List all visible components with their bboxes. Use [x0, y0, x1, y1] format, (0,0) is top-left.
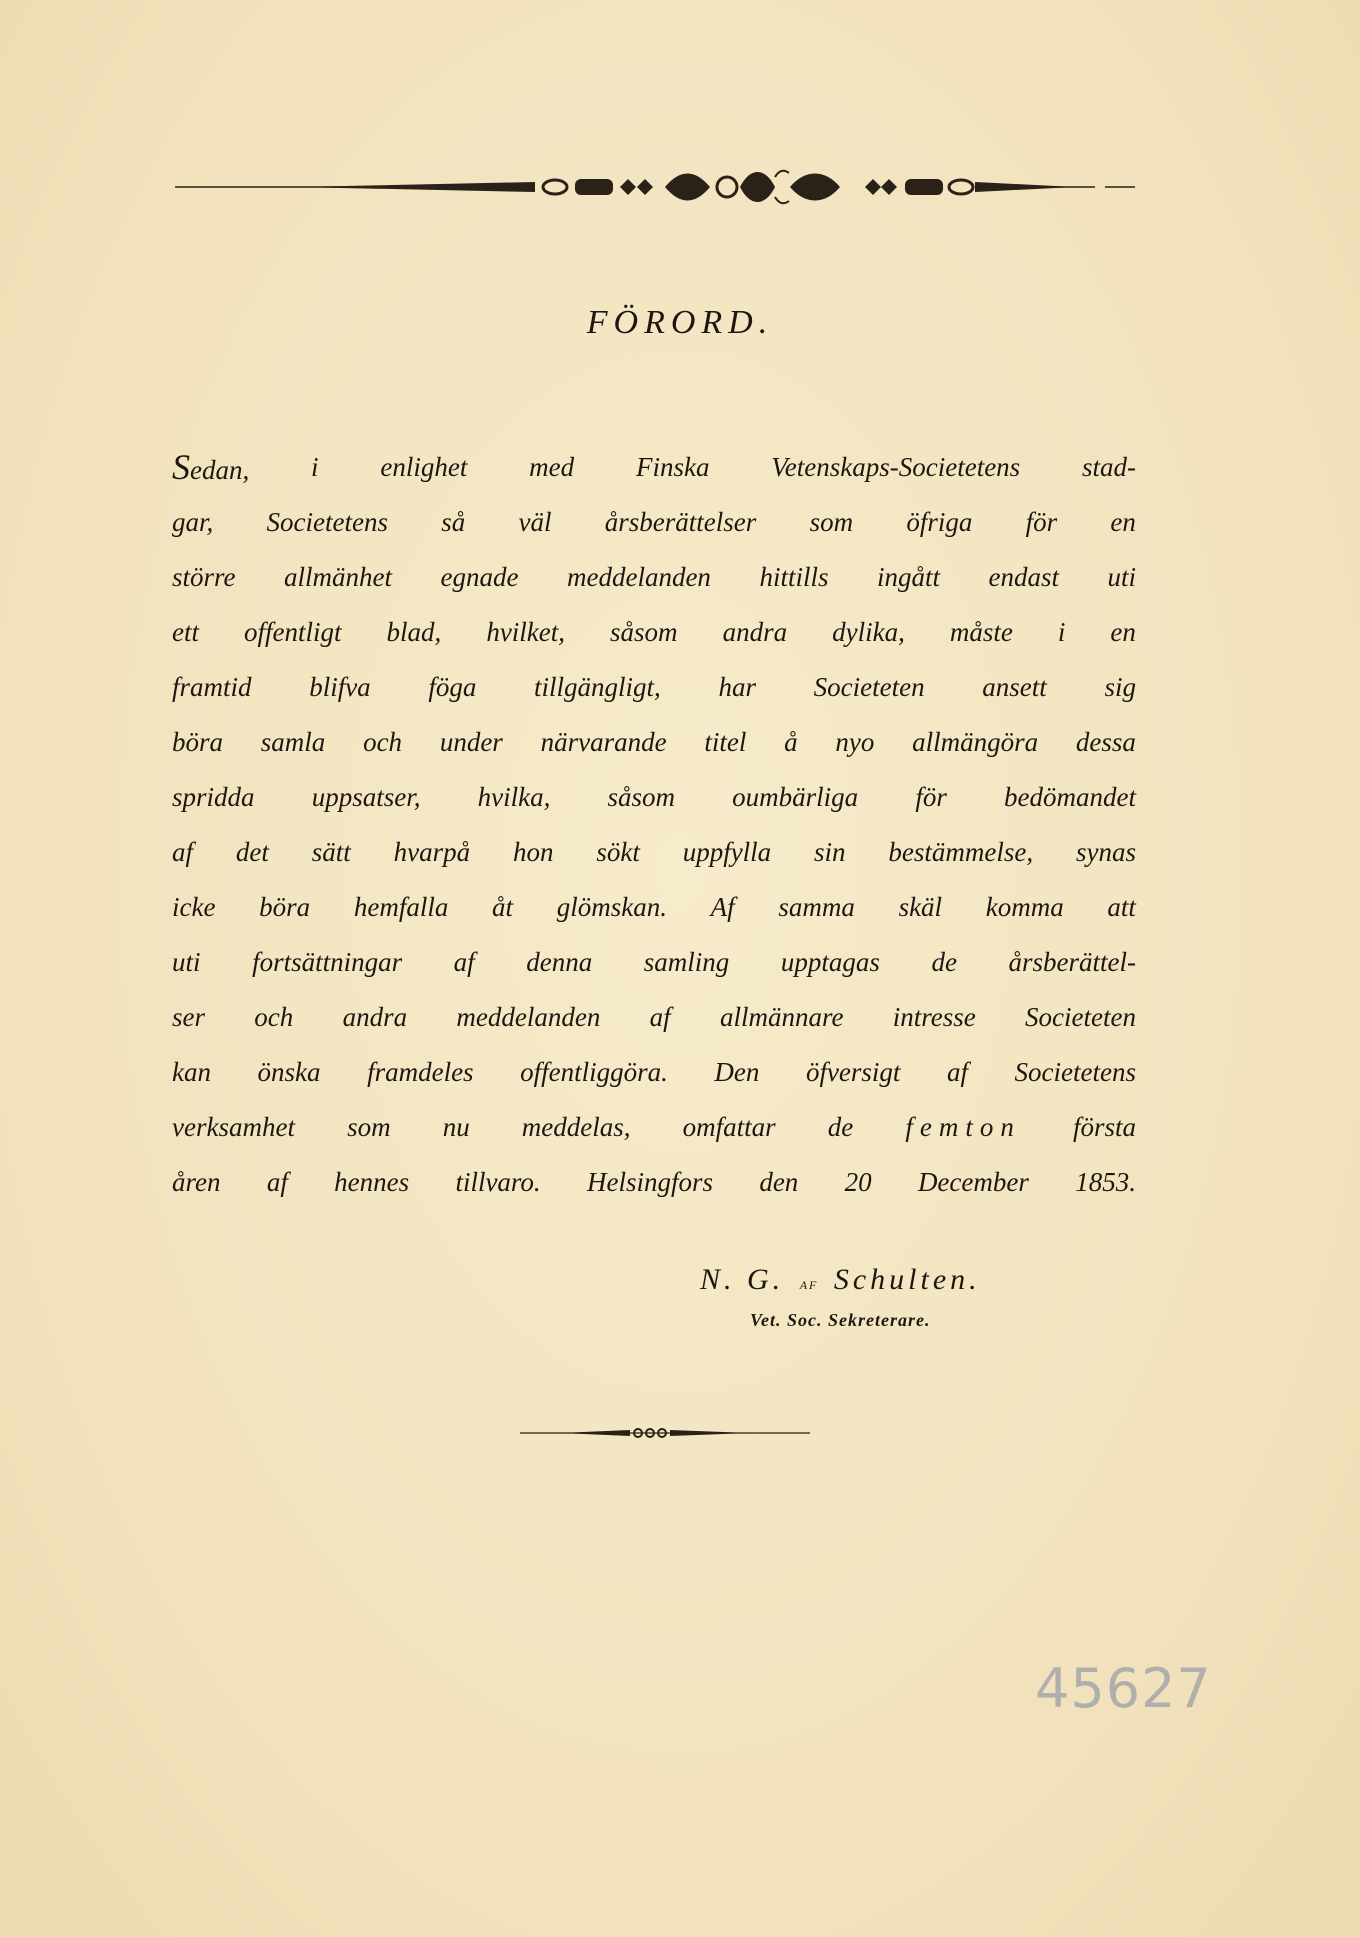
word: sin [814, 837, 846, 867]
word: Societetens [266, 507, 388, 537]
library-stamp-number: 45627 [1035, 1657, 1212, 1720]
word: Societetens [1014, 1057, 1136, 1087]
word: en [1110, 617, 1136, 647]
word: bedömandet [1004, 782, 1136, 812]
word: icke [172, 892, 216, 922]
word: nu [442, 1112, 470, 1142]
word: uti [172, 947, 201, 977]
word: ansett [982, 672, 1047, 702]
word: önska [257, 1057, 321, 1087]
word: andra [722, 617, 788, 647]
word: föga [428, 672, 477, 702]
word: ingått [876, 562, 940, 592]
top-ornament-rule [175, 163, 1135, 211]
word: verksamhet [172, 1112, 295, 1142]
signature-role: Vet. Soc. Sekreterare. [750, 1310, 931, 1330]
signature-particle: AF [799, 1278, 819, 1292]
word: och [254, 1002, 294, 1032]
word: blifva [309, 672, 371, 702]
word: det [235, 837, 269, 867]
word: andra [342, 1002, 408, 1032]
word: under [439, 727, 503, 757]
word: åren [172, 1167, 221, 1197]
word: sätt [311, 837, 351, 867]
word: i [311, 452, 319, 482]
word: femton [905, 1112, 1021, 1142]
word: fortsättningar [252, 947, 403, 977]
word: väl [518, 507, 552, 537]
word: af [172, 837, 194, 867]
word: samla [260, 727, 326, 757]
word: nyo [835, 727, 875, 757]
word: Vetenskaps-Societetens [771, 452, 1021, 482]
word: Finska [635, 452, 710, 482]
word: Societeten [813, 672, 925, 702]
word: årsberättel- [1008, 947, 1136, 977]
text-line [172, 550, 1136, 605]
word: hvilka, [477, 782, 551, 812]
word: årsberättelser [604, 507, 757, 537]
text-line [172, 770, 1136, 825]
word: uppsatser, [311, 782, 421, 812]
word: i [1057, 617, 1066, 647]
word: tillgängligt, [534, 672, 661, 702]
word: tillvaro. [455, 1167, 541, 1197]
signature-surname: Schulten. [833, 1263, 981, 1296]
word: så [441, 507, 466, 537]
text-line [172, 605, 1136, 660]
word: blad, [386, 617, 442, 647]
word: närvarande [540, 727, 667, 757]
word: de [931, 947, 957, 977]
text-line [172, 715, 1136, 770]
text-line [172, 825, 1136, 880]
word: dessa [1075, 727, 1136, 757]
word: offentligt [244, 617, 342, 647]
signature-initials: N. G. [700, 1263, 785, 1296]
first-word [172, 440, 249, 495]
word: uppfylla [682, 837, 772, 867]
word: hennes [334, 1167, 410, 1197]
word: ett [172, 617, 199, 647]
word: spridda [172, 782, 255, 812]
word: glömskan. [556, 892, 667, 922]
word: måste [949, 617, 1013, 647]
bottom-ornament-rule [520, 1425, 810, 1441]
word: såsom [607, 782, 676, 812]
word: Societeten [1025, 1002, 1136, 1032]
word: öfversigt [805, 1057, 901, 1087]
word: meddelas, [521, 1112, 631, 1142]
word: uti [1107, 562, 1136, 592]
word: 20 [844, 1167, 872, 1197]
text-line [172, 935, 1136, 990]
word: böra [259, 892, 311, 922]
word: denna [526, 947, 593, 977]
word: hemfalla [353, 892, 449, 922]
word: öfriga [906, 507, 973, 537]
word: att [1107, 892, 1136, 922]
word: dylika, [832, 617, 905, 647]
word: större [172, 562, 236, 592]
word: gar, [172, 507, 214, 537]
word: egnade [440, 562, 519, 592]
word: synas [1076, 837, 1136, 867]
word: hittills [759, 562, 829, 592]
text-line [172, 495, 1136, 550]
word: bestämmelse, [888, 837, 1034, 867]
word: titel [704, 727, 747, 757]
text-line [172, 990, 1136, 1045]
word: endast [988, 562, 1059, 592]
word: har [718, 672, 756, 702]
word: samling [643, 947, 730, 977]
word: enlighet [380, 452, 468, 482]
word: sig [1104, 672, 1136, 702]
word: kan [172, 1057, 211, 1087]
word: som [809, 507, 854, 537]
word: allmännare [719, 1002, 844, 1032]
word: stad- [1082, 452, 1136, 482]
word: en [1110, 507, 1136, 537]
word: Helsingfors [587, 1167, 714, 1197]
word: oumbärliga [732, 782, 859, 812]
word: allmängöra [912, 727, 1039, 757]
word: framtid [172, 672, 252, 702]
word: af [946, 1057, 968, 1087]
word: intresse [892, 1002, 976, 1032]
word: böra [172, 727, 224, 757]
word: hon [512, 837, 554, 867]
word: upptagas [780, 947, 880, 977]
word: och [363, 727, 403, 757]
word: offentliggöra. [520, 1057, 668, 1087]
text-line [172, 1100, 1136, 1155]
word: sökt [596, 837, 640, 867]
preface-paragraph [172, 440, 1136, 1210]
word: åt [492, 892, 514, 922]
word: af [266, 1167, 288, 1197]
word: hvilket, [486, 617, 566, 647]
page-title: FÖRORD. [586, 304, 774, 341]
word: de [827, 1112, 854, 1142]
signature-name [700, 1263, 981, 1297]
text-line [172, 440, 1136, 495]
word: af [453, 947, 475, 977]
word: meddelanden [456, 1002, 601, 1032]
word: edan, [190, 455, 250, 485]
word: meddelanden [566, 562, 711, 592]
word: komma [985, 892, 1064, 922]
word: ser [172, 1002, 205, 1032]
word: å [784, 727, 798, 757]
word: 1853. [1075, 1167, 1136, 1197]
word: samma [778, 892, 855, 922]
word: omfattar [682, 1112, 776, 1142]
word: allmänhet [284, 562, 393, 592]
text-line [172, 1045, 1136, 1100]
text-line [172, 660, 1136, 715]
word: första [1072, 1112, 1136, 1142]
text-line [172, 880, 1136, 935]
word: skäl [898, 892, 943, 922]
drop-cap: S [172, 447, 190, 487]
word: af [649, 1002, 671, 1032]
word: Af [710, 892, 735, 922]
word: Den [714, 1057, 760, 1087]
word: December [917, 1167, 1029, 1197]
word: för [915, 782, 947, 812]
word: såsom [610, 617, 678, 647]
word: för [1025, 507, 1058, 537]
word: hvarpå [393, 837, 471, 867]
word: som [347, 1112, 391, 1142]
word: den [759, 1167, 799, 1197]
text-line [172, 1155, 1136, 1210]
word: med [529, 452, 575, 482]
word: framdeles [367, 1057, 474, 1087]
